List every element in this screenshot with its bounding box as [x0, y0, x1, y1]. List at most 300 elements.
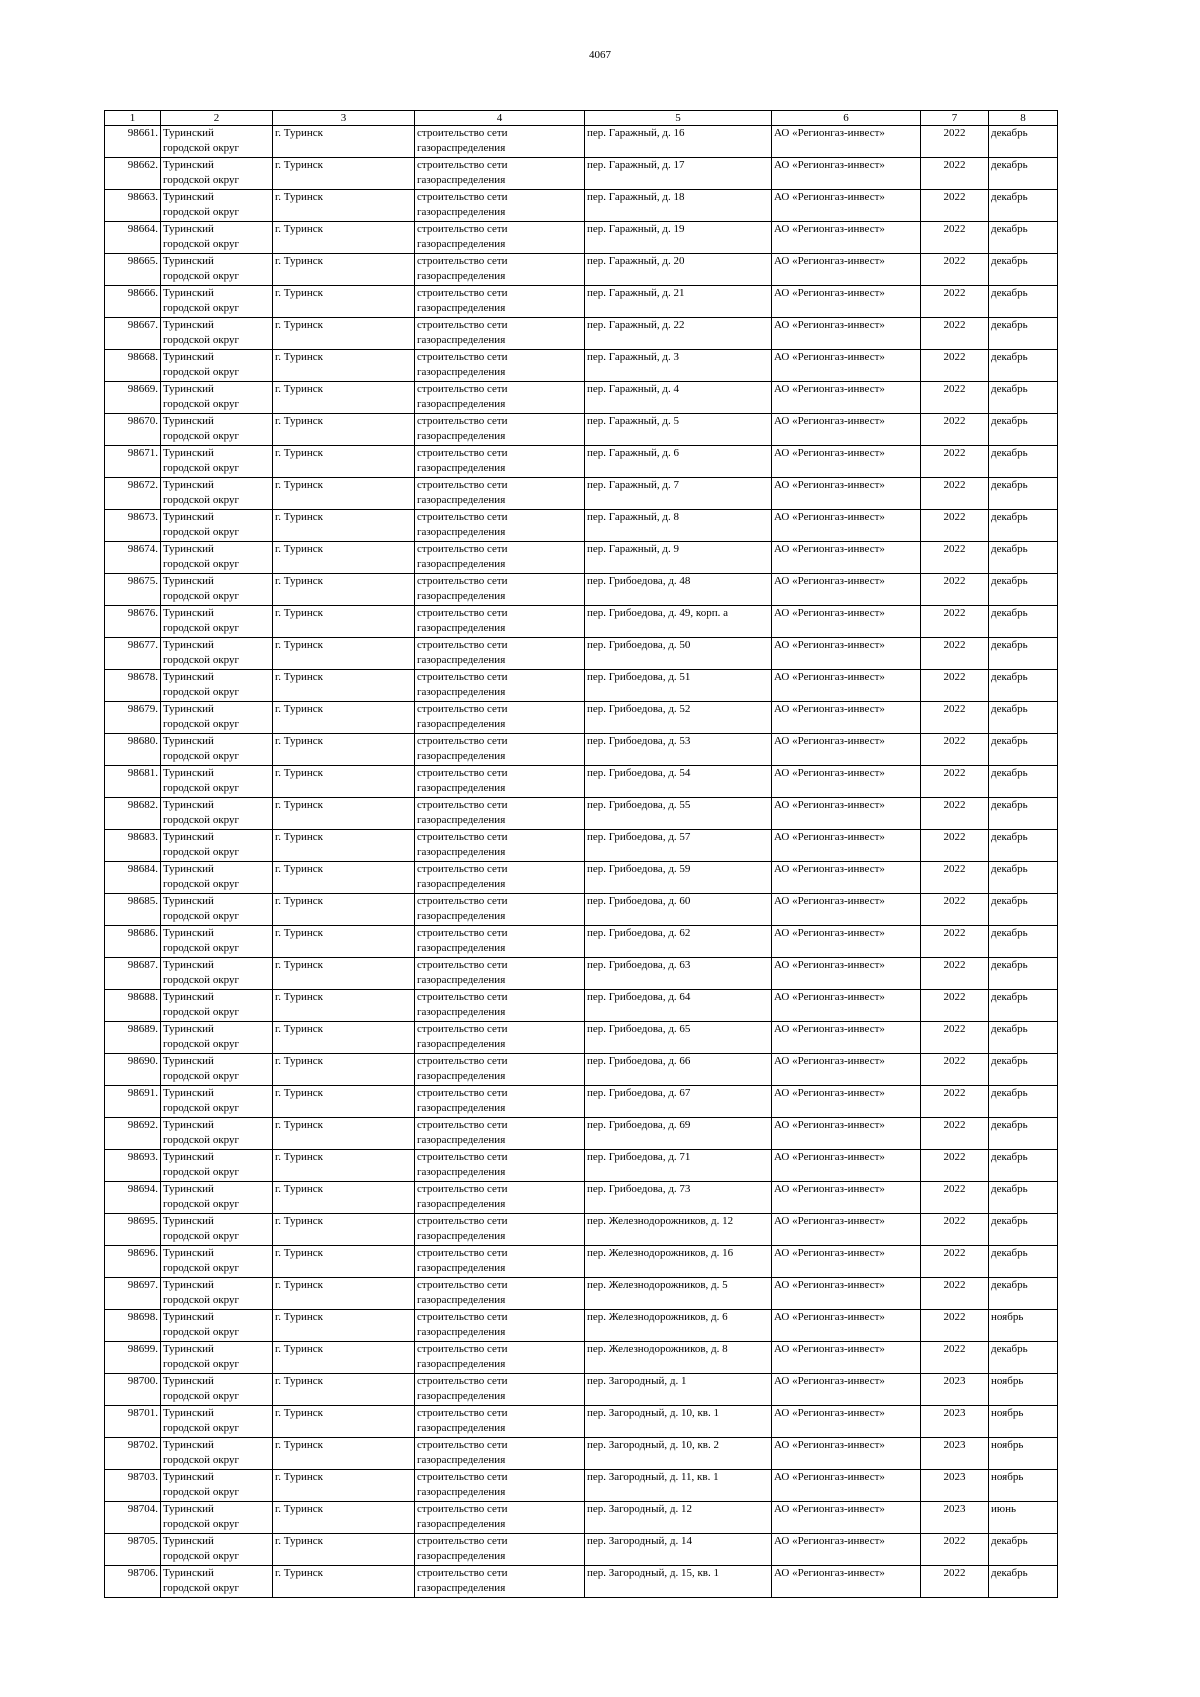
month-cell: декабрь	[989, 734, 1058, 766]
district-cell: Туринский городской округ	[161, 830, 273, 862]
locality-cell: г. Туринск	[273, 1534, 415, 1566]
locality-cell: г. Туринск	[273, 1246, 415, 1278]
locality-cell: г. Туринск	[273, 1342, 415, 1374]
locality-cell: г. Туринск	[273, 286, 415, 318]
work-type-cell: строительство сети газораспределения	[415, 702, 585, 734]
row-number-cell: 98677.	[105, 638, 161, 670]
month-cell: декабрь	[989, 1534, 1058, 1566]
row-number-cell: 98705.	[105, 1534, 161, 1566]
locality-cell: г. Туринск	[273, 958, 415, 990]
row-number-cell: 98664.	[105, 222, 161, 254]
work-type-cell: строительство сети газораспределения	[415, 1182, 585, 1214]
row-number-cell: 98703.	[105, 1470, 161, 1502]
table-row	[105, 1086, 1058, 1118]
year-cell: 2022	[921, 542, 989, 574]
district-cell: Туринский городской округ	[161, 350, 273, 382]
table-row	[105, 158, 1058, 190]
organization-cell: АО «Регионгаз-инвест»	[772, 542, 921, 574]
table-row	[105, 1342, 1058, 1374]
table-row	[105, 926, 1058, 958]
organization-cell: АО «Регионгаз-инвест»	[772, 414, 921, 446]
district-cell: Туринский городской округ	[161, 1022, 273, 1054]
row-number-cell: 98681.	[105, 766, 161, 798]
year-cell: 2022	[921, 350, 989, 382]
row-number-cell: 98671.	[105, 446, 161, 478]
work-type-cell: строительство сети газораспределения	[415, 1566, 585, 1598]
table-row	[105, 1214, 1058, 1246]
month-cell: декабрь	[989, 510, 1058, 542]
district-cell: Туринский городской округ	[161, 542, 273, 574]
organization-cell: АО «Регионгаз-инвест»	[772, 862, 921, 894]
year-cell: 2022	[921, 446, 989, 478]
month-cell: декабрь	[989, 766, 1058, 798]
table-row	[105, 1566, 1058, 1598]
work-type-cell: строительство сети газораспределения	[415, 1118, 585, 1150]
column-header: 7	[921, 111, 989, 126]
address-cell: пер. Гаражный, д. 6	[585, 446, 772, 478]
table-row	[105, 1534, 1058, 1566]
organization-cell: АО «Регионгаз-инвест»	[772, 1118, 921, 1150]
row-number-cell: 98665.	[105, 254, 161, 286]
district-cell: Туринский городской округ	[161, 606, 273, 638]
organization-cell: АО «Регионгаз-инвест»	[772, 894, 921, 926]
month-cell: декабрь	[989, 638, 1058, 670]
month-cell: декабрь	[989, 446, 1058, 478]
month-cell: декабрь	[989, 1342, 1058, 1374]
table-row	[105, 1246, 1058, 1278]
address-cell: пер. Гаражный, д. 9	[585, 542, 772, 574]
locality-cell: г. Туринск	[273, 1374, 415, 1406]
month-cell: декабрь	[989, 1182, 1058, 1214]
organization-cell: АО «Регионгаз-инвест»	[772, 1566, 921, 1598]
district-cell: Туринский городской округ	[161, 478, 273, 510]
work-type-cell: строительство сети газораспределения	[415, 894, 585, 926]
organization-cell: АО «Регионгаз-инвест»	[772, 1438, 921, 1470]
table-row	[105, 574, 1058, 606]
month-cell: декабрь	[989, 542, 1058, 574]
address-cell: пер. Гаражный, д. 22	[585, 318, 772, 350]
locality-cell: г. Туринск	[273, 350, 415, 382]
locality-cell: г. Туринск	[273, 766, 415, 798]
row-number-cell: 98698.	[105, 1310, 161, 1342]
district-cell: Туринский городской округ	[161, 1374, 273, 1406]
year-cell: 2022	[921, 830, 989, 862]
district-cell: Туринский городской округ	[161, 1118, 273, 1150]
work-type-cell: строительство сети газораспределения	[415, 1310, 585, 1342]
column-number-header-row	[105, 111, 1058, 126]
work-type-cell: строительство сети газораспределения	[415, 126, 585, 158]
table-row	[105, 382, 1058, 414]
organization-cell: АО «Регионгаз-инвест»	[772, 798, 921, 830]
district-cell: Туринский городской округ	[161, 126, 273, 158]
work-type-cell: строительство сети газораспределения	[415, 1438, 585, 1470]
year-cell: 2022	[921, 158, 989, 190]
district-cell: Туринский городской округ	[161, 510, 273, 542]
month-cell: декабрь	[989, 830, 1058, 862]
month-cell: декабрь	[989, 798, 1058, 830]
work-type-cell: строительство сети газораспределения	[415, 990, 585, 1022]
month-cell: декабрь	[989, 1150, 1058, 1182]
table-row	[105, 958, 1058, 990]
work-type-cell: строительство сети газораспределения	[415, 734, 585, 766]
locality-cell: г. Туринск	[273, 574, 415, 606]
address-cell: пер. Гаражный, д. 5	[585, 414, 772, 446]
district-cell: Туринский городской округ	[161, 1566, 273, 1598]
work-type-cell: строительство сети газораспределения	[415, 862, 585, 894]
locality-cell: г. Туринск	[273, 126, 415, 158]
table-row	[105, 798, 1058, 830]
row-number-cell: 98682.	[105, 798, 161, 830]
table-row	[105, 1182, 1058, 1214]
address-cell: пер. Загородный, д. 12	[585, 1502, 772, 1534]
year-cell: 2022	[921, 318, 989, 350]
work-type-cell: строительство сети газораспределения	[415, 478, 585, 510]
table-row	[105, 414, 1058, 446]
work-type-cell: строительство сети газораспределения	[415, 1022, 585, 1054]
year-cell: 2022	[921, 222, 989, 254]
year-cell: 2022	[921, 286, 989, 318]
address-cell: пер. Загородный, д. 1	[585, 1374, 772, 1406]
year-cell: 2022	[921, 702, 989, 734]
row-number-cell: 98675.	[105, 574, 161, 606]
address-cell: пер. Гаражный, д. 7	[585, 478, 772, 510]
year-cell: 2022	[921, 670, 989, 702]
month-cell: декабрь	[989, 350, 1058, 382]
row-number-cell: 98690.	[105, 1054, 161, 1086]
organization-cell: АО «Регионгаз-инвест»	[772, 574, 921, 606]
row-number-cell: 98695.	[105, 1214, 161, 1246]
organization-cell: АО «Регионгаз-инвест»	[772, 446, 921, 478]
table-row	[105, 606, 1058, 638]
year-cell: 2022	[921, 1246, 989, 1278]
district-cell: Туринский городской округ	[161, 638, 273, 670]
locality-cell: г. Туринск	[273, 1278, 415, 1310]
year-cell: 2022	[921, 254, 989, 286]
month-cell: декабрь	[989, 670, 1058, 702]
locality-cell: г. Туринск	[273, 990, 415, 1022]
locality-cell: г. Туринск	[273, 1054, 415, 1086]
table-row	[105, 702, 1058, 734]
locality-cell: г. Туринск	[273, 254, 415, 286]
district-cell: Туринский городской округ	[161, 1406, 273, 1438]
district-cell: Туринский городской округ	[161, 190, 273, 222]
row-number-cell: 98673.	[105, 510, 161, 542]
locality-cell: г. Туринск	[273, 1566, 415, 1598]
locality-cell: г. Туринск	[273, 1406, 415, 1438]
table-row	[105, 478, 1058, 510]
address-cell: пер. Гаражный, д. 20	[585, 254, 772, 286]
district-cell: Туринский городской округ	[161, 1214, 273, 1246]
district-cell: Туринский городской округ	[161, 1246, 273, 1278]
year-cell: 2023	[921, 1374, 989, 1406]
district-cell: Туринский городской округ	[161, 926, 273, 958]
table-row	[105, 350, 1058, 382]
row-number-cell: 98704.	[105, 1502, 161, 1534]
organization-cell: АО «Регионгаз-инвест»	[772, 1310, 921, 1342]
year-cell: 2022	[921, 1054, 989, 1086]
year-cell: 2022	[921, 958, 989, 990]
address-cell: пер. Железнодорожников, д. 8	[585, 1342, 772, 1374]
month-cell: декабрь	[989, 862, 1058, 894]
row-number-cell: 98679.	[105, 702, 161, 734]
locality-cell: г. Туринск	[273, 542, 415, 574]
work-type-cell: строительство сети газораспределения	[415, 638, 585, 670]
locality-cell: г. Туринск	[273, 702, 415, 734]
work-type-cell: строительство сети газораспределения	[415, 158, 585, 190]
district-cell: Туринский городской округ	[161, 798, 273, 830]
work-type-cell: строительство сети газораспределения	[415, 350, 585, 382]
address-cell: пер. Загородный, д. 15, кв. 1	[585, 1566, 772, 1598]
work-type-cell: строительство сети газораспределения	[415, 1534, 585, 1566]
organization-cell: АО «Регионгаз-инвест»	[772, 478, 921, 510]
district-cell: Туринский городской округ	[161, 1534, 273, 1566]
work-type-cell: строительство сети газораспределения	[415, 1470, 585, 1502]
month-cell: декабрь	[989, 1118, 1058, 1150]
organization-cell: АО «Регионгаз-инвест»	[772, 190, 921, 222]
work-type-cell: строительство сети газораспределения	[415, 1246, 585, 1278]
address-cell: пер. Гаражный, д. 4	[585, 382, 772, 414]
row-number-cell: 98678.	[105, 670, 161, 702]
work-type-cell: строительство сети газораспределения	[415, 830, 585, 862]
work-type-cell: строительство сети газораспределения	[415, 926, 585, 958]
year-cell: 2022	[921, 1086, 989, 1118]
district-cell: Туринский городской округ	[161, 382, 273, 414]
row-number-cell: 98661.	[105, 126, 161, 158]
month-cell: декабрь	[989, 286, 1058, 318]
row-number-cell: 98697.	[105, 1278, 161, 1310]
month-cell: декабрь	[989, 126, 1058, 158]
organization-cell: АО «Регионгаз-инвест»	[772, 1278, 921, 1310]
organization-cell: АО «Регионгаз-инвест»	[772, 1246, 921, 1278]
column-header: 1	[105, 111, 161, 126]
address-cell: пер. Грибоедова, д. 60	[585, 894, 772, 926]
month-cell: декабрь	[989, 318, 1058, 350]
month-cell: декабрь	[989, 478, 1058, 510]
table-row	[105, 126, 1058, 158]
organization-cell: АО «Регионгаз-инвест»	[772, 734, 921, 766]
address-cell: пер. Загородный, д. 10, кв. 2	[585, 1438, 772, 1470]
year-cell: 2022	[921, 1278, 989, 1310]
work-type-cell: строительство сети газораспределения	[415, 1086, 585, 1118]
row-number-cell: 98668.	[105, 350, 161, 382]
locality-cell: г. Туринск	[273, 222, 415, 254]
row-number-cell: 98676.	[105, 606, 161, 638]
locality-cell: г. Туринск	[273, 1150, 415, 1182]
address-cell: пер. Гаражный, д. 8	[585, 510, 772, 542]
locality-cell: г. Туринск	[273, 1470, 415, 1502]
locality-cell: г. Туринск	[273, 1086, 415, 1118]
address-cell: пер. Грибоедова, д. 65	[585, 1022, 772, 1054]
row-number-cell: 98667.	[105, 318, 161, 350]
district-cell: Туринский городской округ	[161, 1054, 273, 1086]
row-number-cell: 98692.	[105, 1118, 161, 1150]
address-cell: пер. Грибоедова, д. 57	[585, 830, 772, 862]
organization-cell: АО «Регионгаз-инвест»	[772, 1182, 921, 1214]
year-cell: 2022	[921, 638, 989, 670]
locality-cell: г. Туринск	[273, 638, 415, 670]
month-cell: декабрь	[989, 926, 1058, 958]
table-row	[105, 734, 1058, 766]
organization-cell: АО «Регионгаз-инвест»	[772, 1534, 921, 1566]
locality-cell: г. Туринск	[273, 830, 415, 862]
row-number-cell: 98696.	[105, 1246, 161, 1278]
column-header: 4	[415, 111, 585, 126]
work-type-cell: строительство сети газораспределения	[415, 670, 585, 702]
work-type-cell: строительство сети газораспределения	[415, 414, 585, 446]
organization-cell: АО «Регионгаз-инвест»	[772, 1086, 921, 1118]
work-type-cell: строительство сети газораспределения	[415, 606, 585, 638]
organization-cell: АО «Регионгаз-инвест»	[772, 318, 921, 350]
row-number-cell: 98691.	[105, 1086, 161, 1118]
organization-cell: АО «Регионгаз-инвест»	[772, 1502, 921, 1534]
locality-cell: г. Туринск	[273, 446, 415, 478]
year-cell: 2022	[921, 1310, 989, 1342]
month-cell: декабрь	[989, 574, 1058, 606]
year-cell: 2022	[921, 926, 989, 958]
table-row	[105, 990, 1058, 1022]
table-row	[105, 1438, 1058, 1470]
organization-cell: АО «Регионгаз-инвест»	[772, 1470, 921, 1502]
column-header: 3	[273, 111, 415, 126]
year-cell: 2022	[921, 1342, 989, 1374]
table-row	[105, 542, 1058, 574]
locality-cell: г. Туринск	[273, 1118, 415, 1150]
table-row	[105, 222, 1058, 254]
month-cell: ноябрь	[989, 1438, 1058, 1470]
row-number-cell: 98706.	[105, 1566, 161, 1598]
year-cell: 2023	[921, 1470, 989, 1502]
organization-cell: АО «Регионгаз-инвест»	[772, 990, 921, 1022]
table-row	[105, 1022, 1058, 1054]
month-cell: декабрь	[989, 1278, 1058, 1310]
column-header: 5	[585, 111, 772, 126]
row-number-cell: 98700.	[105, 1374, 161, 1406]
organization-cell: АО «Регионгаз-инвест»	[772, 606, 921, 638]
district-cell: Туринский городской округ	[161, 158, 273, 190]
column-header: 2	[161, 111, 273, 126]
year-cell: 2022	[921, 990, 989, 1022]
row-number-cell: 98701.	[105, 1406, 161, 1438]
year-cell: 2022	[921, 414, 989, 446]
work-type-cell: строительство сети газораспределения	[415, 254, 585, 286]
year-cell: 2022	[921, 190, 989, 222]
work-type-cell: строительство сети газораспределения	[415, 958, 585, 990]
district-cell: Туринский городской округ	[161, 958, 273, 990]
organization-cell: АО «Регионгаз-инвест»	[772, 286, 921, 318]
table-row	[105, 1118, 1058, 1150]
table-row	[105, 670, 1058, 702]
district-cell: Туринский городской округ	[161, 254, 273, 286]
address-cell: пер. Грибоедова, д. 54	[585, 766, 772, 798]
page-number: 4067	[589, 49, 611, 61]
table-row	[105, 254, 1058, 286]
month-cell: декабрь	[989, 1086, 1058, 1118]
address-cell: пер. Железнодорожников, д. 6	[585, 1310, 772, 1342]
year-cell: 2022	[921, 382, 989, 414]
district-cell: Туринский городской округ	[161, 446, 273, 478]
row-number-cell: 98670.	[105, 414, 161, 446]
address-cell: пер. Железнодорожников, д. 12	[585, 1214, 772, 1246]
address-cell: пер. Загородный, д. 14	[585, 1534, 772, 1566]
table-row	[105, 1054, 1058, 1086]
organization-cell: АО «Регионгаз-инвест»	[772, 1150, 921, 1182]
address-cell: пер. Гаражный, д. 18	[585, 190, 772, 222]
table-row	[105, 1150, 1058, 1182]
address-cell: пер. Грибоедова, д. 52	[585, 702, 772, 734]
row-number-cell: 98672.	[105, 478, 161, 510]
organization-cell: АО «Регионгаз-инвест»	[772, 1342, 921, 1374]
month-cell: декабрь	[989, 1214, 1058, 1246]
address-cell: пер. Грибоедова, д. 50	[585, 638, 772, 670]
district-cell: Туринский городской округ	[161, 1502, 273, 1534]
year-cell: 2022	[921, 606, 989, 638]
table-row	[105, 1278, 1058, 1310]
address-cell: пер. Грибоедова, д. 55	[585, 798, 772, 830]
year-cell: 2022	[921, 1022, 989, 1054]
locality-cell: г. Туринск	[273, 1022, 415, 1054]
month-cell: июнь	[989, 1502, 1058, 1534]
organization-cell: АО «Регионгаз-инвест»	[772, 1214, 921, 1246]
organization-cell: АО «Регионгаз-инвест»	[772, 1406, 921, 1438]
work-type-cell: строительство сети газораспределения	[415, 1054, 585, 1086]
registry-rows	[105, 126, 1058, 1598]
locality-cell: г. Туринск	[273, 670, 415, 702]
district-cell: Туринский городской округ	[161, 1470, 273, 1502]
month-cell: декабрь	[989, 1022, 1058, 1054]
month-cell: декабрь	[989, 414, 1058, 446]
address-cell: пер. Гаражный, д. 17	[585, 158, 772, 190]
district-cell: Туринский городской округ	[161, 862, 273, 894]
table-row	[105, 1310, 1058, 1342]
work-type-cell: строительство сети газораспределения	[415, 798, 585, 830]
address-cell: пер. Грибоедова, д. 48	[585, 574, 772, 606]
district-cell: Туринский городской округ	[161, 1438, 273, 1470]
organization-cell: АО «Регионгаз-инвест»	[772, 766, 921, 798]
address-cell: пер. Грибоедова, д. 63	[585, 958, 772, 990]
year-cell: 2022	[921, 734, 989, 766]
row-number-cell: 98693.	[105, 1150, 161, 1182]
month-cell: декабрь	[989, 382, 1058, 414]
row-number-cell: 98663.	[105, 190, 161, 222]
month-cell: декабрь	[989, 254, 1058, 286]
work-type-cell: строительство сети газораспределения	[415, 382, 585, 414]
district-cell: Туринский городской округ	[161, 766, 273, 798]
district-cell: Туринский городской округ	[161, 1310, 273, 1342]
address-cell: пер. Грибоедова, д. 71	[585, 1150, 772, 1182]
work-type-cell: строительство сети газораспределения	[415, 1278, 585, 1310]
column-header: 8	[989, 111, 1058, 126]
work-type-cell: строительство сети газораспределения	[415, 1502, 585, 1534]
address-cell: пер. Грибоедова, д. 64	[585, 990, 772, 1022]
address-cell: пер. Железнодорожников, д. 5	[585, 1278, 772, 1310]
work-type-cell: строительство сети газораспределения	[415, 446, 585, 478]
organization-cell: АО «Регионгаз-инвест»	[772, 158, 921, 190]
row-number-cell: 98688.	[105, 990, 161, 1022]
organization-cell: АО «Регионгаз-инвест»	[772, 1054, 921, 1086]
row-number-cell: 98662.	[105, 158, 161, 190]
gas-network-registry-table	[104, 110, 1058, 1598]
year-cell: 2022	[921, 798, 989, 830]
year-cell: 2023	[921, 1502, 989, 1534]
organization-cell: АО «Регионгаз-инвест»	[772, 926, 921, 958]
district-cell: Туринский городской округ	[161, 1150, 273, 1182]
district-cell: Туринский городской округ	[161, 1086, 273, 1118]
row-number-cell: 98687.	[105, 958, 161, 990]
address-cell: пер. Гаражный, д. 21	[585, 286, 772, 318]
work-type-cell: строительство сети газораспределения	[415, 1214, 585, 1246]
table-row	[105, 894, 1058, 926]
organization-cell: АО «Регионгаз-инвест»	[772, 254, 921, 286]
